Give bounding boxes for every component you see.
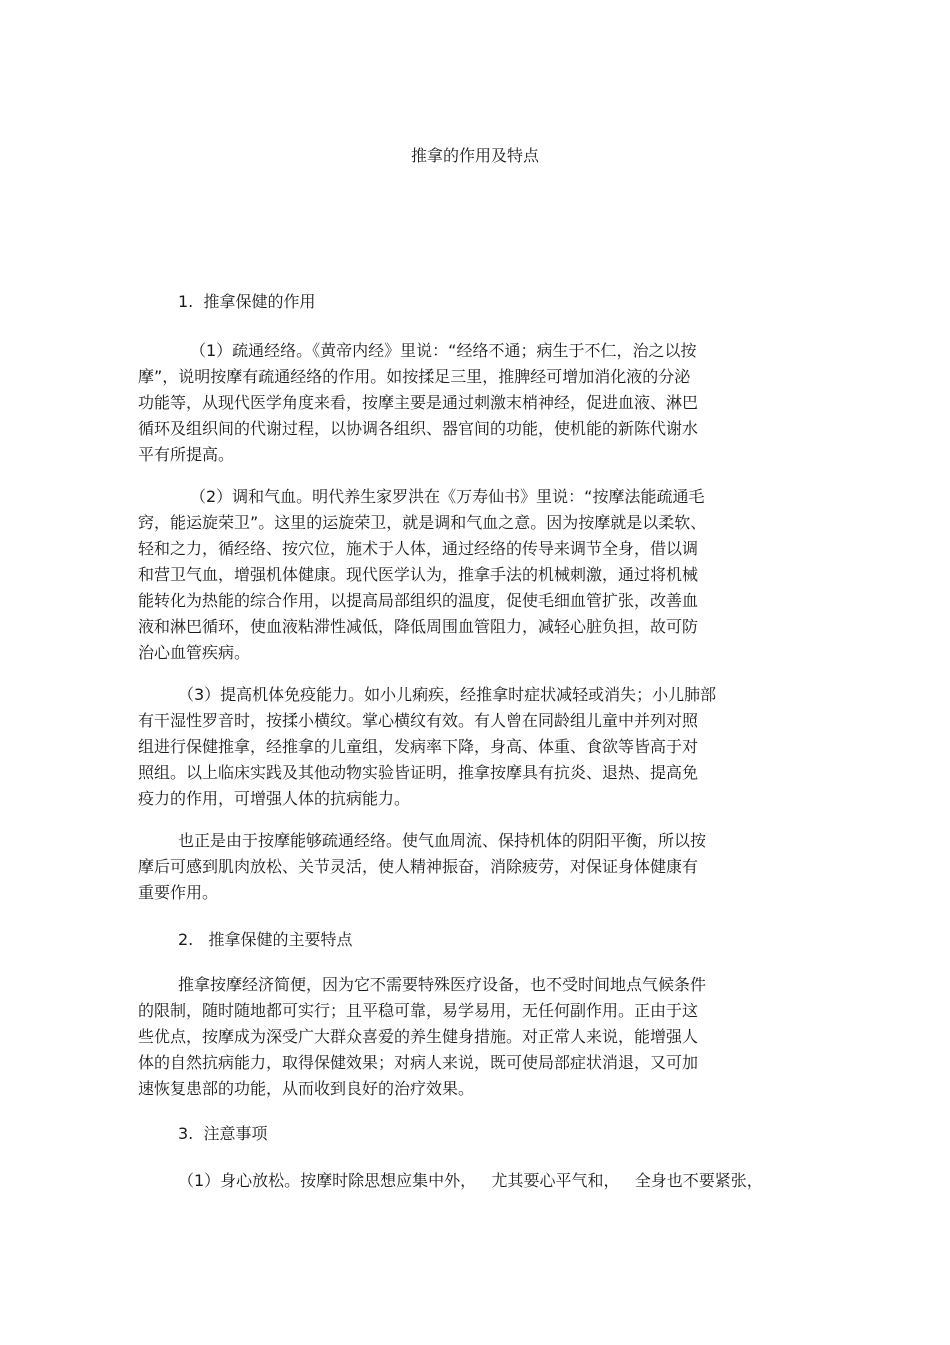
text-line: （2）调和气血。明代养生家罗洪在《万寿仙书》里说：“按摩法能疏通毛 [190, 487, 705, 506]
text-line: 和营卫气血，增强机体健康。现代医学认为，推拿手法的机械刺激，通过将机械 [138, 565, 699, 584]
text-line: 摩后可感到肌肉放松、关节灵活，使人精神振奋，消除疲劳，对保证身体健康有 [138, 857, 699, 876]
text-line: 液和淋巴循环，使血液粘滞性减低，降低周围血管阻力，减轻心脏负担，故可防 [138, 617, 699, 636]
paragraph-3-1 [178, 1168, 798, 1194]
text-line: 窍，能运旋荣卫”。这里的运旋荣卫，就是调和气血之意。因为按摩就是以柔软、 [138, 513, 707, 532]
text-line: 治心血管疾病。 [138, 643, 251, 662]
text-line: 照组。以上临床实践及其他动物实验皆证明，推拿按摩具有抗炎、退热、提高免 [138, 763, 699, 782]
paragraph-1-4 [138, 828, 778, 906]
text-line: 有干湿性罗音时，按揉小横纹。掌心横纹有效。有人曾在同龄组儿童中并列对照 [138, 711, 699, 730]
text-line: 循环及组织间的代谢过程，以协调各组织、器官间的功能，使机能的新陈代谢水 [138, 419, 699, 438]
document-title: 推拿的作用及特点 [410, 146, 539, 165]
section-2-heading: 2. 推拿保健的主要特点 [178, 930, 353, 949]
text-line: 功能等，从现代医学角度来看，按摩主要是通过刺激末梢神经，促进血液、淋巴 [138, 393, 699, 412]
text-line: （1）身心放松。按摩时除思想应集中外， 尤其要心平气和， 全身也不要紧张， [178, 1171, 763, 1190]
text-line: 疫力的作用，可增强人体的抗病能力。 [138, 789, 411, 808]
text-line: 速恢复患部的功能，从而收到良好的治疗效果。 [138, 1079, 475, 1098]
paragraph-1-2 [138, 484, 778, 666]
section-1-heading: 1. 推拿保健的作用 [178, 292, 316, 311]
text-line: 体的自然抗病能力，取得保健效果；对病人来说，既可使局部症状消退，又可加 [138, 1053, 699, 1072]
text-line: （1）疏通经络。《黄帝内经》里说：“经络不通；病生于不仁，治之以按 [190, 341, 697, 360]
text-line: 也正是由于按摩能够疏通经络。使气血周流、保持机体的阴阳平衡，所以按 [178, 831, 707, 850]
text-line: 的限制，随时随地都可实行；且平稳可靠，易学易用，无任何副作用。正由于这 [138, 1001, 699, 1020]
text-line: （3）提高机体免疫能力。如小儿痢疾，经推拿时症状减轻或消失；小儿肺部 [178, 685, 717, 704]
text-line: 重要作用。 [138, 883, 219, 902]
text-line: 轻和之力，循经络、按穴位，施术于人体，通过经络的传导来调节全身，借以调 [138, 539, 699, 558]
paragraph-1-1 [138, 338, 778, 468]
text-line: 能转化为热能的综合作用，以提高局部组织的温度，促使毛细血管扩张，改善血 [138, 591, 699, 610]
paragraph-2-1 [138, 972, 778, 1102]
text-line: 些优点，按摩成为深受广大群众喜爱的养生健身措施。对正常人来说，能增强人 [138, 1027, 699, 1046]
section-3-heading: 3. 注意事项 [178, 1124, 268, 1143]
text-line: 推拿按摩经济简便，因为它不需要特殊医疗设备，也不受时间地点气候条件 [178, 975, 707, 994]
text-line: 平有所提高。 [138, 445, 235, 464]
text-line: 组进行保健推拿，经推拿的儿童组，发病率下降，身高、体重、食欲等皆高于对 [138, 737, 699, 756]
text-line: 摩”，说明按摩有疏通经络的作用。如按揉足三里，推脾经可增加消化液的分泌 [138, 367, 691, 386]
paragraph-1-3 [138, 682, 778, 812]
